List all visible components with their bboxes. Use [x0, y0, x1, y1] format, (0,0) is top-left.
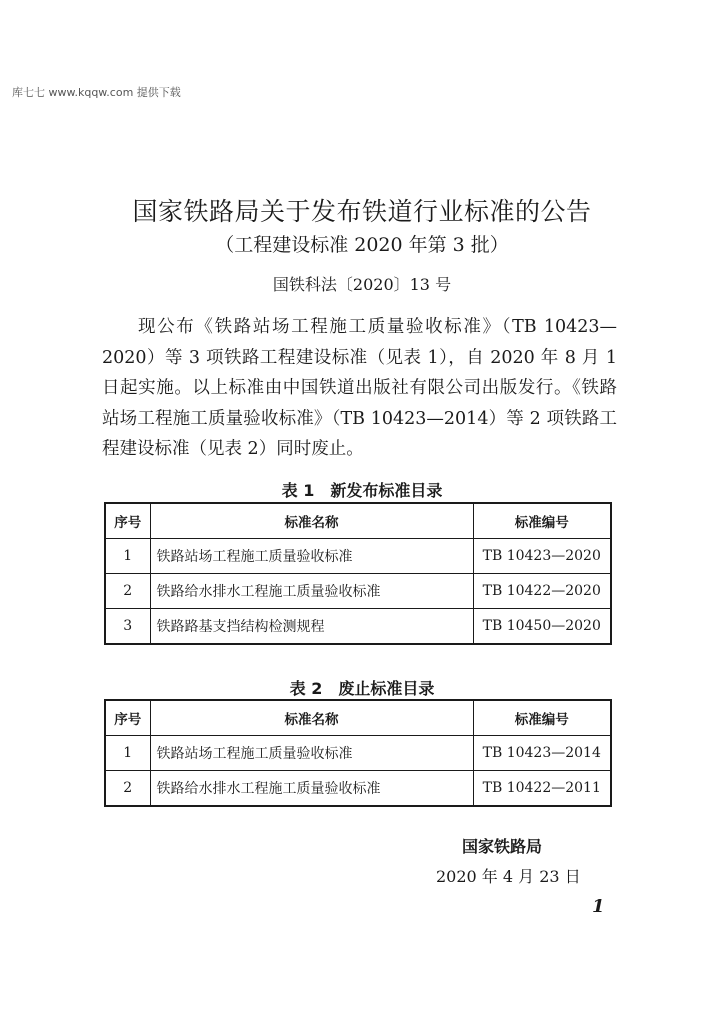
table1-caption: 表 1 新发布标准目录: [281, 481, 443, 500]
watermark-text: 库七七 www.kqqw.com 提供下载: [12, 86, 181, 99]
row-index: 1: [105, 539, 150, 574]
standard-code: TB 10450—2020: [473, 609, 611, 645]
standard-name: 铁路路基支挡结构检测规程: [150, 609, 473, 645]
table-row: [105, 609, 611, 645]
table-header-row: [105, 503, 611, 539]
page-number: 1: [592, 896, 605, 917]
standard-code: TB 10423—2020: [473, 539, 611, 574]
document-number: 国铁科法〔2020〕13 号: [272, 275, 452, 294]
column-header-index: 序号: [105, 700, 150, 736]
table-row: [105, 736, 611, 771]
row-index: 3: [105, 609, 150, 645]
announcement-title: 国家铁路局关于发布铁道行业标准的公告: [132, 197, 592, 226]
new-standards-table: [104, 502, 612, 645]
table-row: [105, 771, 611, 807]
column-header-index: 序号: [105, 503, 150, 539]
standard-name: 铁路给水排水工程施工质量验收标准: [150, 574, 473, 609]
standard-name: 铁路站场工程施工质量验收标准: [150, 736, 473, 771]
abolished-standards-table: [104, 699, 612, 807]
issuing-organization: 国家铁路局: [462, 837, 543, 856]
standard-code: TB 10422—2011: [473, 771, 611, 807]
column-header-name: 标准名称: [150, 503, 473, 539]
column-header-code: 标准编号: [473, 700, 611, 736]
row-index: 2: [105, 574, 150, 609]
row-index: 1: [105, 736, 150, 771]
column-header-code: 标准编号: [473, 503, 611, 539]
table2-caption: 表 2 废止标准目录: [289, 679, 435, 698]
standard-code: TB 10422—2020: [473, 574, 611, 609]
standard-name: 铁路站场工程施工质量验收标准: [150, 539, 473, 574]
table-row: [105, 574, 611, 609]
issue-date: 2020 年 4 月 23 日: [436, 867, 581, 886]
column-header-name: 标准名称: [150, 700, 473, 736]
standard-name: 铁路给水排水工程施工质量验收标准: [150, 771, 473, 807]
table-header-row: [105, 700, 611, 736]
announcement-body: 现公布《铁路站场工程施工质量验收标准》（TB 10423—2020）等 3 项铁路工程建设标准（见表 1），自 2020 年 8 月 1 日起实施。以上标准由中国铁道出版社有限公司出版发行。《铁路站场工程施工质量验收标准》（TB 10423—2014）等 2 项铁路工程建设标准（见表 2）同时废止。: [102, 317, 617, 459]
row-index: 2: [105, 771, 150, 807]
announcement-subtitle: （工程建设标准 2020 年第 3 批）: [215, 234, 509, 256]
standard-code: TB 10423—2014: [473, 736, 611, 771]
table-row: [105, 539, 611, 574]
